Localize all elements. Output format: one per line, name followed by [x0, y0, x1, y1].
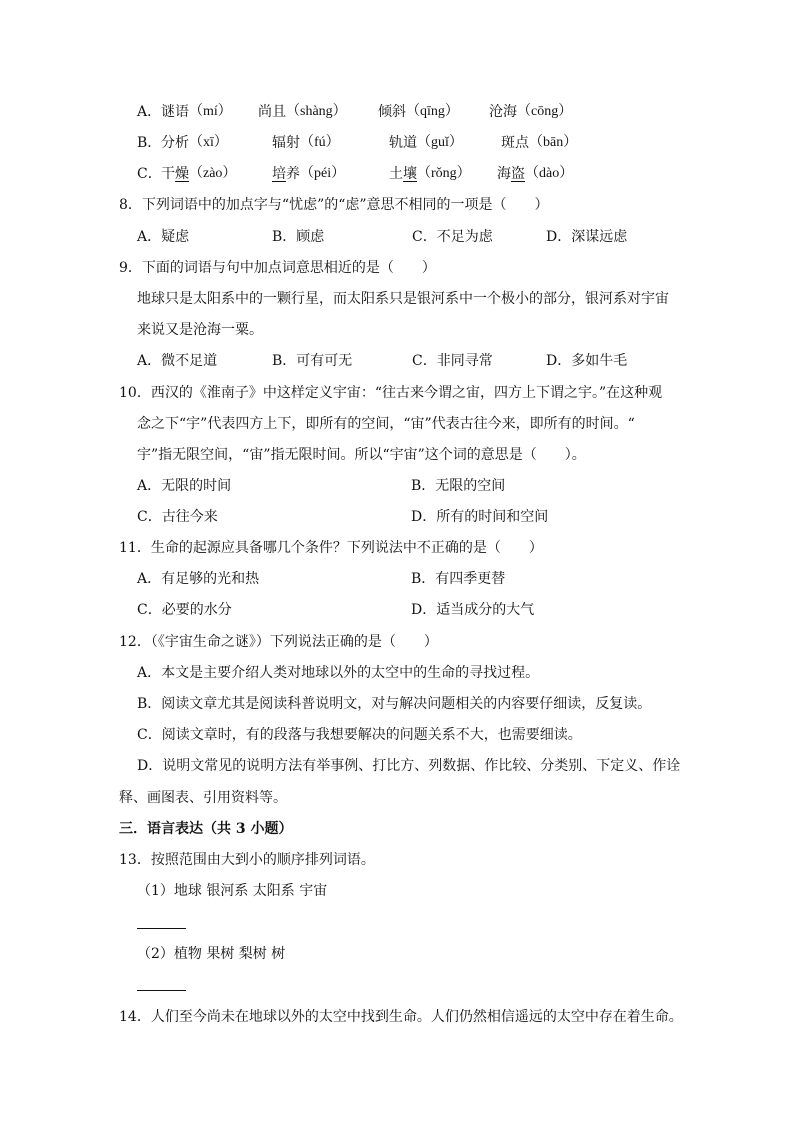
pinyin: （dào） [525, 166, 574, 181]
q12-stem: 12．（《宇宙生命之谜》）下列说法正确的是（ ） [119, 634, 438, 650]
q11-stem: 11．生命的起源应具备哪几个条件？下列说法中不正确的是（ ） [119, 540, 543, 556]
word: 倾斜 [378, 104, 406, 120]
option: C．不足为虑 [412, 229, 493, 245]
option: A．疑虑 [137, 229, 190, 245]
q13-sub2: （2）植物 果树 梨树 树 [137, 946, 286, 962]
word-with-dotted-char: 干燥 [161, 166, 189, 182]
option: A．有足够的光和热 [137, 571, 260, 587]
q12-option: D．说明文常见的说明方法有举事例、打比方、列数据、作比较、分类别、下定义、作诠 [137, 758, 681, 774]
answer-blank[interactable] [137, 928, 186, 929]
pinyin: （qīng） [406, 104, 459, 119]
pinyin: （guǐ） [417, 135, 463, 150]
q9-passage-line: 来说又是沧海一粟。 [137, 322, 263, 338]
option: B．可有可无 [272, 353, 353, 369]
option: A．微不足道 [137, 353, 218, 369]
q10-stem-line: 念之下“宇”代表四方上下，即所有的空间，“宙”代表古往今来，即所有的时间。“ [137, 416, 635, 432]
q12-option-continued: 释、画图表、引用资料等。 [119, 790, 287, 806]
pinyin: （cōng） [517, 104, 573, 119]
option: C．非同寻常 [412, 353, 493, 369]
word: 尚且 [258, 104, 286, 120]
word: 轨道 [389, 135, 417, 151]
option: B．无限的空间 [411, 478, 506, 494]
option: D．适当成分的大气 [411, 602, 535, 618]
word: 辐射 [272, 135, 300, 151]
section-heading: 三．语言表达（共 3 小题） [119, 821, 293, 837]
word: 沧海 [489, 104, 517, 120]
q9-passage-line: 地球只是太阳系中的一颗行星，而太阳系只是银河系中一个极小的部分，银河系对宇宙 [137, 291, 669, 307]
q12-option: A．本文是主要介绍人类对地球以外的太空中的生命的寻找过程。 [137, 665, 540, 681]
word-with-dotted-char: 培养 [272, 166, 300, 182]
q8-stem: 8．下列词语中的加点字与“忧虑”的“虑”意思不相同的一项是（ ） [119, 197, 549, 213]
option: D．深谋远虑 [546, 229, 628, 245]
word: 分析 [161, 135, 189, 151]
option-label: B． [137, 135, 162, 151]
option: C．必要的水分 [137, 602, 232, 618]
pinyin: （péi） [300, 166, 346, 181]
word: 斑点 [501, 135, 529, 151]
option: C．古往今来 [137, 509, 218, 525]
q13-sub1: （1）地球 银河系 太阳系 宇宙 [137, 883, 328, 899]
pinyin: （xī） [189, 135, 228, 150]
q9-stem: 9．下面的词语与句中加点词意思相近的是（ ） [119, 260, 436, 276]
q12-option: B．阅读文章尤其是阅读科普说明文，对与解决问题相关的内容要仔细读，反复读。 [137, 696, 652, 712]
pinyin: （rǒng） [417, 166, 471, 181]
word-with-dotted-char: 土壤 [389, 166, 417, 182]
option: B．顾虑 [272, 229, 325, 245]
pinyin: （fú） [300, 135, 340, 150]
pinyin: （shàng） [286, 104, 347, 119]
answer-blank[interactable] [137, 990, 186, 991]
option: A．无限的时间 [137, 478, 232, 494]
pinyin: （bān） [529, 135, 578, 150]
word: 谜语 [161, 104, 189, 120]
option: D．多如牛毛 [546, 353, 628, 369]
pinyin: （mí） [189, 104, 232, 119]
q14-stem: 14．人们至今尚未在地球以外的太空中找到生命。人们仍然相信遥远的太空中存在着生命。 [119, 1009, 683, 1025]
q13-stem: 13．按照范围由大到小的顺序排列词语。 [119, 852, 375, 868]
q10-stem-line: 宇”指无限空间，“宙”指无限时间。所以“宇宙”这个词的意思是（ ）。 [137, 447, 586, 463]
word-with-dotted-char: 海盗 [497, 166, 525, 182]
option: B．有四季更替 [411, 571, 506, 587]
option: D．所有的时间和空间 [411, 509, 549, 525]
pinyin: （zào） [189, 166, 237, 181]
q12-option: C．阅读文章时，有的段落与我想要解决的问题关系不大，也需要细读。 [137, 727, 582, 743]
q10-stem-line: 10．西汉的《淮南子》中这样定义宇宙：“往古来今谓之宙，四方上下谓之宇。”在这种观 [119, 385, 663, 401]
option-label: C． [137, 166, 162, 182]
option-label: A． [137, 104, 162, 120]
